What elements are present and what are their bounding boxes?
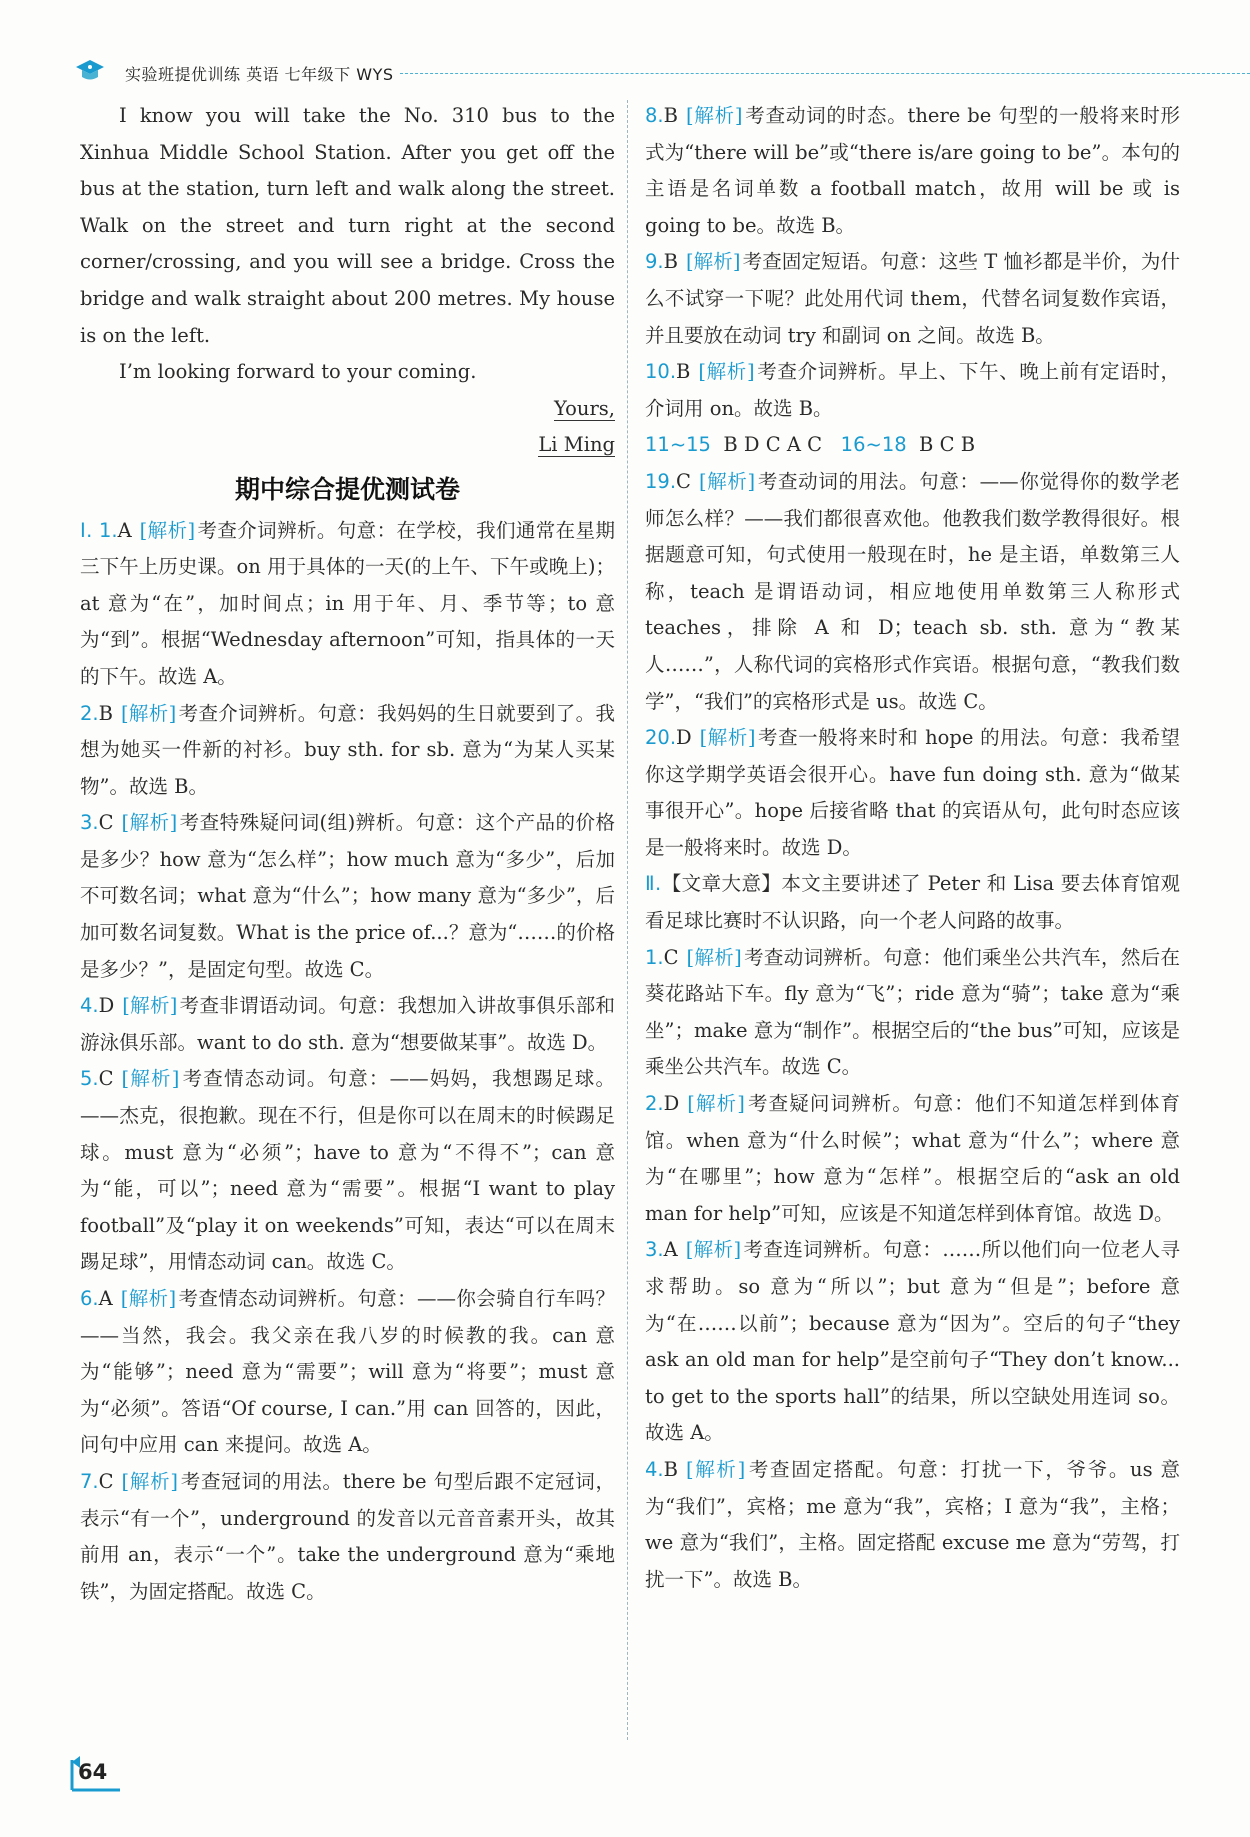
item-text: 考查介词辨析。句意：我妈妈的生日就要到了。我想为她买一件新的衬衫。buy sth. for sb. 意为“为某人买某物”。故选 B。 (80, 701, 615, 798)
item-answer: B (663, 104, 678, 127)
answer-item (80, 988, 615, 1061)
item-number: 1. (645, 945, 664, 969)
answer-item (80, 805, 615, 988)
item-answer: A (117, 518, 132, 542)
header-divider (400, 73, 1250, 74)
item-text: 考查冠词的用法。there be 句型后跟不定冠词，表示“有一个”，underground 的发音以元音音素开头，故其前用 an，表示“一个”。take the underground 意为“乘地铁”，为固定搭配。故选 C。 (80, 1469, 616, 1603)
item-number: 8. (645, 104, 664, 127)
item-text: 考查固定搭配。句意：打扰一下，爷爷。us 意为“我们”，宾格；me 意为“我”，宾格；I 意为“我”，主格；we 意为“我们”，主格。固定搭配 excuse me 意为“劳驾，打扰一下”。故选 B。 (645, 1457, 1181, 1591)
passage-summary (645, 866, 1180, 939)
answer-item (645, 1232, 1180, 1452)
answer-list: B D C A C (723, 433, 823, 457)
item-text: 考查非谓语动词。句意：我想加入讲故事俱乐部和游泳俱乐部。want to do sth. 意为“想要做某事”。故选 D。 (80, 994, 615, 1054)
answer-item (645, 1086, 1180, 1232)
answer-item (645, 720, 1180, 866)
item-answer: A (98, 1287, 113, 1310)
analysis-tag: [解析] (699, 726, 756, 750)
item-number: 4. (645, 1457, 664, 1481)
answer-item (645, 940, 1180, 1086)
part-number: Ⅱ. (645, 872, 662, 896)
item-answer: B (676, 360, 691, 384)
item-text: 考查介词辨析。句意：在学校，我们通常在星期三下午上历史课。on 用于具体的一天(的上午、下午或晚上)；at 意为“在”，加时间点；in 用于年、月、季节等；to 意为“到”。根据“Wednesday afternoon”可知，指具体的一天的下午。故选 A。 (80, 518, 615, 688)
item-text: 考查特殊疑问词(组)辨析。句意：这个产品的价格是多少？how 意为“怎么样”；how much 意为“多少”，后加不可数名词；what 意为“什么”；how many 意为“多少”，后加可数名词复数。What is the price of...？意为“……的价格是多少？”，是固定句型。故选 C。 (80, 811, 616, 981)
analysis-tag: [解析] (121, 1469, 179, 1493)
answer-item (645, 354, 1180, 427)
quick-answers (645, 427, 1180, 464)
page-number-badge (70, 1756, 122, 1792)
analysis-tag: [解析] (685, 1457, 746, 1481)
item-text: 考查动词的用法。句意：——你觉得你的数学老师怎么样？——我们都很喜欢他。他教我们数学教得很好。根据题意可知，句式使用一般现在时，he 是主语，单数第三人称，teach 是谓语动词，相应地使用单数第三人称形式 teaches，排除 A 和 D；teach sb. sth. 意为“教某人……”，人称代词的宾格形式作宾语。根据句意，“教我们数学”，“我们”的宾格形式是 us。故选 C。 (645, 469, 1180, 713)
item-number: 19. (645, 469, 677, 493)
answer-item (645, 244, 1180, 354)
item-answer: D (663, 1092, 680, 1116)
letter-paragraph: I know you will take the No. 310 bus to the Xinhua Middle School Station. After you get off the bus at the station, turn left and walk along the street. Walk on the street and turn right at the second corner/crossing, and you will see a bridge. Cross the bridge and walk straight about 200 metres. My house is on the left. (80, 104, 615, 347)
answer-range: 16~18 (840, 433, 907, 457)
item-text: 考查介词辨析。早上、下午、晚上前有定语时，介词用 on。故选 B。 (645, 360, 1180, 420)
item-text: 考查连词辨析。句意：……所以他们向一位老人寻求帮助。so 意为“所以”；but 意为“但是”；before 意为“在……以前”；because 意为“因为”。空后的句子“they ask an old man for help”是空前句子“They don’t know... to get to the sports hall”的结果，所以空缺处用连词 so。故选 A。 (645, 1238, 1180, 1445)
item-text: 考查动词辨析。句意：他们乘坐公共汽车，然后在葵花路站下车。fly 意为“飞”；ride 意为“骑”；take 意为“乘坐”；make 意为“制作”。根据空后的“the bus”可知，应该是乘坐公共汽车。故选 C。 (645, 945, 1180, 1079)
item-number: 2. (645, 1092, 664, 1116)
item-text: 考查疑问词辨析。句意：他们不知道怎样到体育馆。when 意为“什么时候”；what 意为“什么”；where 意为“在哪里”；how 意为“怎样”。根据空后的“ask an old man for help”可知，应该是不知道怎样到体育馆。故选 D。 (645, 1092, 1180, 1225)
item-answer: C (98, 1067, 114, 1091)
item-text: 考查情态动词辨析。句意：——你会骑自行车吗？——当然，我会。我父亲在我八岁的时候教的我。can 意为“能够”；need 意为“需要”；will 意为“将要”；must 意为“必须”。答语“Of course, I can.”用 can 回答的，因此，问句中应用 can 来提问。故选 A。 (80, 1287, 615, 1457)
item-number: Ⅰ. 1. (80, 518, 118, 542)
right-column (645, 98, 1180, 1598)
item-answer: B (663, 1457, 678, 1481)
analysis-tag: [解析] (698, 360, 755, 384)
analysis-tag: [解析] (121, 811, 178, 835)
analysis-tag: [解析] (685, 104, 743, 127)
item-number: 6. (80, 1287, 99, 1310)
item-answer: B (98, 701, 113, 725)
item-text: 考查动词的时态。there be 句型的一般将来时形式为“there will be”或“there is/are going to be”。本句的主语是名词单数 a football match，故用 will be 或 is going to be。故选 B。 (645, 104, 1181, 237)
analysis-tag: [解析] (121, 1067, 180, 1091)
item-number: 10. (645, 360, 677, 384)
item-answer: C (98, 1469, 114, 1493)
answer-item (80, 1281, 615, 1464)
letter-closing: Yours, (553, 396, 615, 420)
analysis-tag: [解析] (687, 1092, 745, 1116)
analysis-tag: [解析] (698, 469, 756, 493)
item-text: 考查情态动词。句意：——妈妈，我想踢足球。——杰克，很抱歉。现在不行，但是你可以在周末的时候踢足球。must 意为“必须”；have to 意为“不得不”；can 意为“能，可以”；need 意为“需要”。根据“I want to play football”及“play it on weekends”可知，表达“可以在周末踢足球”，用情态动词 can。故选 C。 (80, 1067, 615, 1274)
item-answer: C (663, 945, 679, 969)
analysis-tag: [解析] (139, 518, 196, 542)
summary-text: 本文主要讲述了 Peter 和 Lisa 要去体育馆观看足球比赛时不认识路，向一个老人问路的故事。 (645, 872, 1180, 933)
summary-label: 【文章大意】 (661, 872, 782, 896)
analysis-tag: [解析] (685, 250, 741, 274)
graduation-cap-icon (75, 58, 105, 84)
answer-range: 11~15 (645, 433, 711, 457)
answer-item (80, 513, 615, 696)
header-title: 实验班提优训练 英语 七年级下 WYS (125, 65, 394, 84)
item-number: 7. (80, 1469, 99, 1493)
analysis-tag: [解析] (122, 994, 178, 1018)
letter-paragraph: I’m looking forward to your coming. (119, 360, 477, 384)
item-text: 考查固定短语。句意：这些 T 恤衫都是半价，为什么不试穿一下呢？此处用代词 them，代替名词复数作宾语，并且要放在动词 try 和副词 on 之间。故选 B。 (645, 250, 1181, 347)
item-number: 9. (645, 250, 664, 274)
letter-signature: Li Ming (538, 433, 615, 457)
answer-list: B C B (919, 433, 976, 457)
answer-item (645, 464, 1180, 720)
answer-item (80, 1061, 615, 1281)
analysis-tag: [解析] (120, 1287, 177, 1310)
item-answer: B (663, 250, 678, 274)
item-number: 3. (80, 811, 99, 835)
item-number: 20. (645, 726, 677, 750)
page-number: 64 (78, 1760, 108, 1784)
item-number: 3. (645, 1238, 664, 1262)
item-answer: A (663, 1238, 678, 1262)
answer-item (80, 696, 615, 806)
item-answer: D (98, 994, 115, 1018)
analysis-tag: [解析] (120, 701, 177, 725)
item-answer: C (676, 469, 691, 493)
item-number: 2. (80, 701, 99, 725)
left-column (80, 98, 615, 1610)
column-divider (627, 100, 628, 1740)
item-number: 4. (80, 994, 99, 1018)
item-answer: C (98, 811, 114, 835)
answer-item (645, 98, 1180, 244)
item-text: 考查一般将来时和 hope 的用法。句意：我希望你这学期学英语会很开心。have fun doing sth. 意为“做某事很开心”。hope 后接省略 that 的宾语从句，此句时态应该是一般将来时。故选 D。 (645, 726, 1180, 859)
answer-item (80, 1464, 615, 1610)
section-title: 期中综合提优测试卷 (234, 474, 460, 504)
item-number: 5. (80, 1067, 99, 1091)
answer-item (645, 1452, 1180, 1598)
item-answer: D (676, 726, 692, 750)
analysis-tag: [解析] (685, 1238, 742, 1262)
analysis-tag: [解析] (686, 945, 742, 969)
page-header (75, 58, 1185, 86)
